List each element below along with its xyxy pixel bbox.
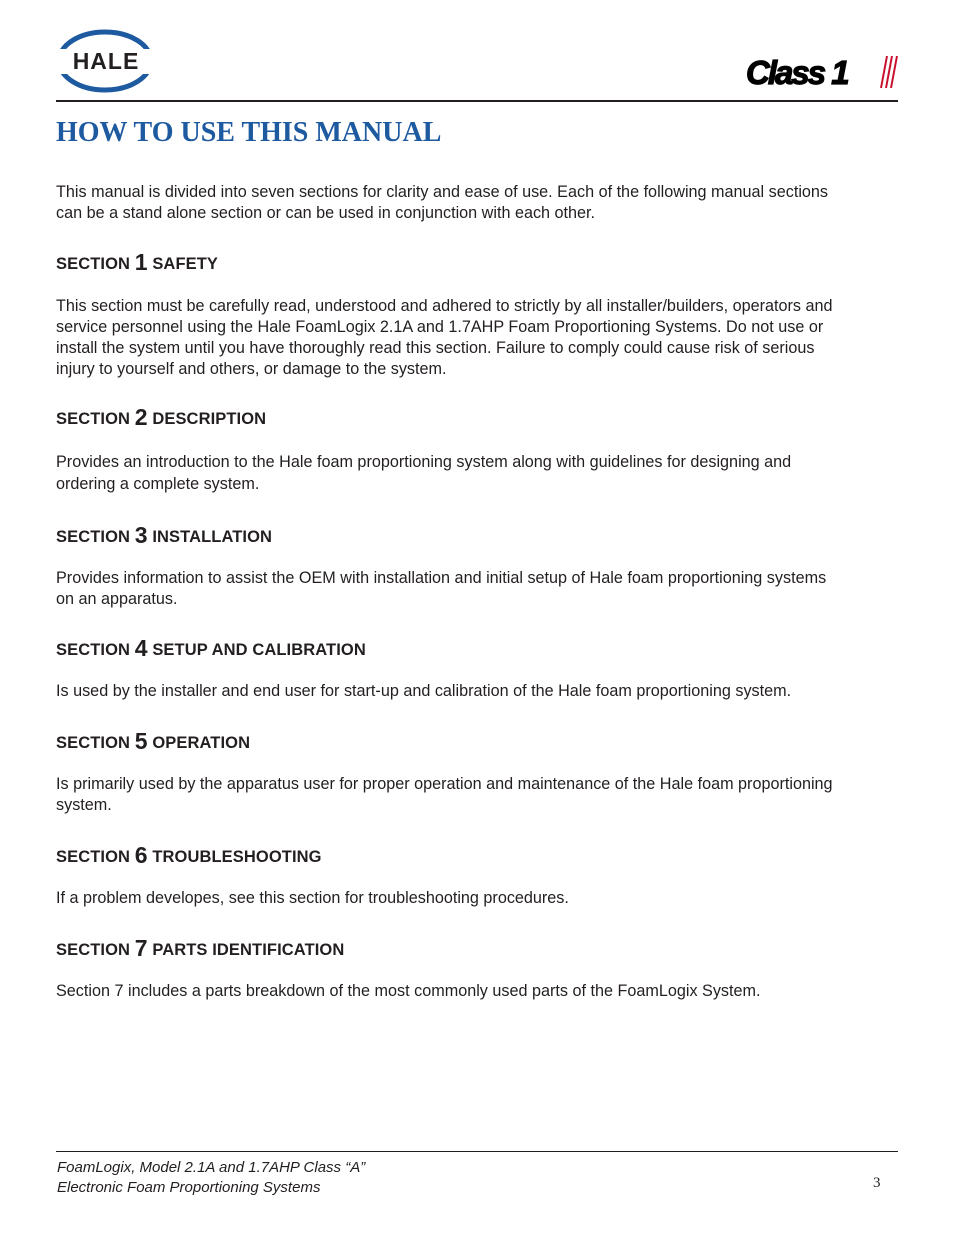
section-line: Is primarily used by the apparatus user for proper operation and maintenance of the Hale foam proportioning [56,775,833,793]
section-number: 2 [134,404,148,430]
page-title: HOW TO USE THIS MANUAL [56,117,442,148]
section-prefix: SECTION [56,848,131,866]
section-name: DESCRIPTION [152,410,267,428]
section-line: install the system until you have thoroughly read this section. Failure to comply could cause risk of serious [56,339,815,357]
section-1-paragraph [56,296,898,380]
footer-line: FoamLogix, Model 2.1A and 1.7AHP Class “A” [57,1159,366,1176]
section-3-paragraph [56,568,898,610]
page-number: 3 [873,1175,881,1191]
section-name: SAFETY [152,255,219,273]
section-number: 7 [134,935,148,961]
footer-line: Electronic Foam Proportioning Systems [57,1179,321,1196]
section-line: system. [56,796,112,814]
section-3-heading [56,521,272,548]
section-line: injury to yourself and others, or damage to the system. [56,360,447,378]
footer-divider [56,1151,898,1152]
section-prefix: SECTION [56,410,131,428]
section-number: 3 [134,522,148,548]
section-line: Is used by the installer and end user for start-up and calibration of the Hale foam proportioning system. [56,682,792,700]
section-number: 1 [134,249,148,275]
section-5-paragraph [56,774,898,816]
section-name: PARTS IDENTIFICATION [152,941,345,959]
section-1-heading [56,248,218,275]
class1-logo [744,50,900,92]
hale-logo [56,28,156,94]
section-line: service personnel using the Hale FoamLogix 2.1A and 1.7AHP Foam Proportioning Systems. Do not use or [56,318,824,336]
section-4-paragraph [56,681,898,702]
intro-line: This manual is divided into seven sections for clarity and ease of use. Each of the following manual sections [56,183,829,201]
section-prefix: SECTION [56,255,131,273]
section-2-paragraph [56,451,898,495]
section-name: SETUP AND CALIBRATION [152,641,366,659]
section-2-heading [56,403,266,430]
section-number: 6 [134,842,148,868]
section-line: Section 7 includes a parts breakdown of the most commonly used parts of the FoamLogix System. [56,982,761,1000]
section-7-paragraph [56,981,898,1002]
section-7-heading [56,934,344,961]
section-prefix: SECTION [56,528,131,546]
section-6-paragraph [56,888,898,909]
section-prefix: SECTION [56,941,131,959]
section-line: on an apparatus. [56,590,178,608]
section-5-heading [56,727,250,754]
section-line: Provides an introduction to the Hale foam proportioning system along with guidelines for designing and [56,453,792,471]
intro-paragraph [56,182,898,224]
section-line: This section must be carefully read, understood and adhered to strictly by all installer/builders, operators and [56,297,833,315]
section-number: 4 [134,635,148,661]
footer-document-title [57,1158,365,1198]
section-line: If a problem developes, see this section for troubleshooting procedures. [56,889,569,907]
section-name: TROUBLESHOOTING [152,848,322,866]
section-prefix: SECTION [56,734,131,752]
hale-logo-text: HALE [72,48,140,74]
section-name: INSTALLATION [152,528,273,546]
class1-logo-text: Class 1 [746,54,848,91]
section-prefix: SECTION [56,641,131,659]
header-divider [56,100,898,102]
section-number: 5 [134,728,148,754]
section-6-heading [56,841,322,868]
intro-line: can be a stand alone section or can be used in conjunction with each other. [56,204,596,222]
section-line: Provides information to assist the OEM with installation and initial setup of Hale foam proportioning systems [56,569,827,587]
section-line: ordering a complete system. [56,475,260,493]
section-name: OPERATION [152,734,251,752]
section-4-heading [56,634,366,661]
